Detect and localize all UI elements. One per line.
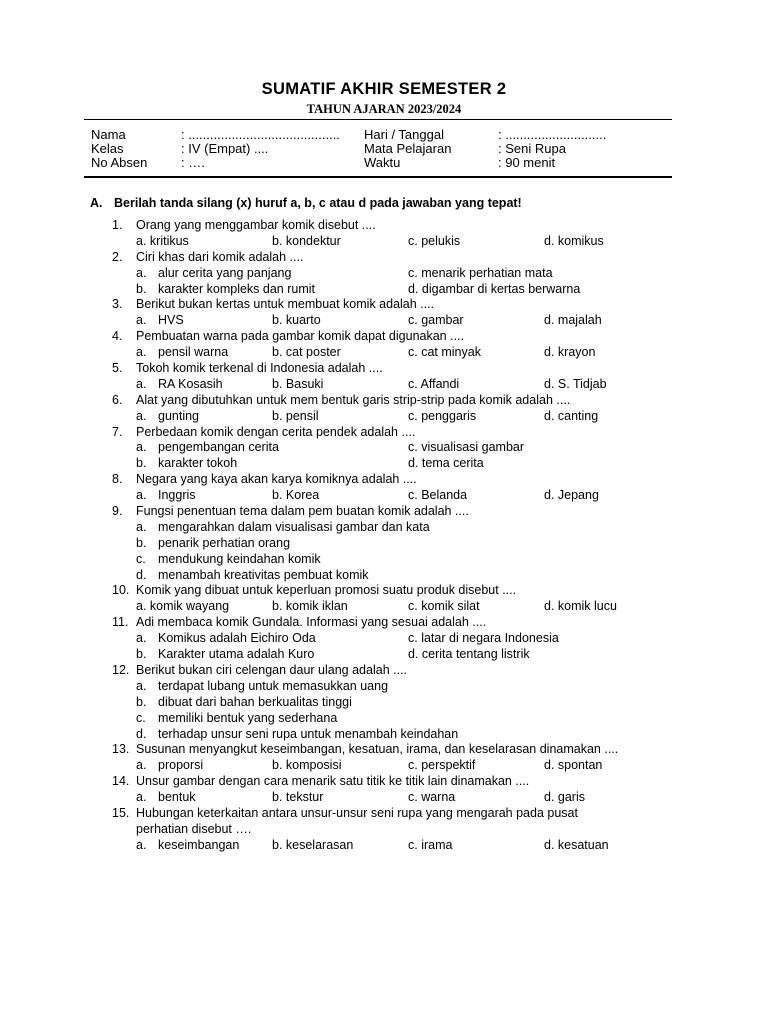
option-text: penarik perhatian orang (158, 535, 291, 550)
section-letter: A. (90, 196, 103, 210)
options-row (0, 599, 768, 615)
question-stem (0, 393, 768, 409)
option-letter: d. (544, 758, 558, 773)
options-row (0, 758, 768, 774)
answer-option (272, 488, 319, 504)
option-letter: a. (136, 631, 147, 646)
option-text: terdapat lubang untuk memasukkan uang (158, 678, 389, 693)
answer-option (136, 695, 352, 711)
answer-option (544, 345, 595, 361)
option-text: majalah (557, 313, 602, 328)
options-row (0, 838, 768, 854)
option-text: gambar (421, 313, 464, 328)
answer-option (136, 266, 291, 282)
question-number: 1. (112, 218, 123, 232)
option-text: menambah kreativitas pembuat komik (158, 567, 369, 582)
option-text: karakter kompleks dan rumit (158, 281, 316, 296)
answer-option (544, 790, 585, 806)
answer-option (136, 631, 316, 647)
question-stem (0, 297, 768, 313)
option-text: menarik perhatian mata (421, 265, 553, 280)
option-letter: d. (136, 567, 147, 582)
options-row (0, 711, 768, 727)
question-stem (0, 329, 768, 345)
option-text: pengembangan cerita (158, 440, 279, 455)
answer-option (408, 790, 455, 806)
no-absen-label: No Absen (91, 155, 148, 170)
question-number: 8. (112, 472, 123, 487)
option-text: komikus (557, 233, 604, 248)
option-letter: b. (136, 647, 147, 662)
question-text: Fungsi penentuan tema dalam pem buatan komik adalah .... (136, 504, 469, 519)
option-letter: b. (272, 376, 286, 391)
option-text: komik lucu (557, 599, 617, 614)
answer-option (544, 377, 607, 393)
option-letter: a. (136, 488, 147, 503)
answer-option (272, 838, 353, 854)
option-text: digambar di kertas berwarna (421, 281, 581, 296)
question-text: Tokoh komik terkenal di Indonesia adalah .... (136, 361, 383, 376)
option-letter: a. (136, 790, 147, 805)
option-text: latar di negara Indonesia (421, 631, 559, 646)
option-text: Affandi (420, 376, 460, 391)
question-text: Unsur gambar dengan cara menarik satu titik ke titik lain dinamakan .... (136, 774, 530, 789)
option-text: pensil warna (158, 345, 229, 360)
kelas-label: Kelas (91, 141, 124, 156)
section-instruction: Berilah tanda silang (x) huruf a, b, c atau d pada jawaban yang tepat! (114, 196, 522, 210)
option-letter: c. (408, 376, 421, 391)
answer-option (272, 313, 321, 329)
option-letter: a. (136, 678, 147, 693)
question-text: Perbedaan komik dengan cerita pendek adalah .... (136, 424, 416, 439)
waktu-field: : 90 menit (498, 155, 556, 170)
question-number: 14. (112, 774, 130, 789)
answer-option (136, 456, 237, 472)
question-text-continued: perhatian disebut …. (136, 821, 252, 836)
nama-field: : .......................................... (181, 127, 340, 142)
answer-option (544, 838, 609, 854)
option-letter: c. (408, 837, 422, 852)
question-stem (0, 583, 768, 599)
answer-option (408, 409, 476, 425)
question-stem (0, 472, 768, 488)
option-letter: a. (136, 519, 147, 534)
answer-option (136, 536, 290, 552)
option-text: spontan (557, 758, 603, 773)
answer-option (136, 282, 315, 298)
answer-option (408, 440, 524, 456)
option-text: Komikus adalah Eichiro Oda (158, 631, 316, 646)
option-text: cat minyak (421, 345, 481, 360)
option-letter: b. (136, 694, 147, 709)
option-letter: b. (136, 456, 147, 471)
options-row (0, 536, 768, 552)
option-letter: d. (544, 376, 558, 391)
answer-option (544, 488, 599, 504)
question-stem (0, 250, 768, 266)
option-text: Karakter utama adalah Kuro (158, 647, 315, 662)
academic-year: TAHUN AJARAN 2023/2024 (306, 102, 462, 116)
answer-option (544, 234, 604, 250)
question-number: 13. (112, 742, 130, 757)
answer-option (408, 234, 460, 250)
answer-option (408, 631, 559, 647)
question-number: 9. (112, 504, 123, 519)
options-row (0, 266, 768, 282)
option-text: RA Kosasih (158, 376, 223, 391)
option-text: alur cerita yang panjang (158, 265, 292, 280)
question-stem (0, 774, 768, 790)
answer-option (136, 520, 430, 536)
option-text: kritikus (149, 233, 189, 248)
option-text: irama (421, 837, 453, 852)
question-number: 11. (112, 615, 129, 630)
answer-option (136, 234, 189, 250)
answer-option (136, 727, 458, 743)
option-text: cerita tentang listrik (421, 647, 530, 662)
answer-option (136, 568, 369, 584)
options-row (0, 313, 768, 329)
answer-option (272, 599, 348, 615)
option-text: penggaris (421, 408, 477, 423)
question-number: 3. (112, 297, 123, 312)
answer-option (408, 758, 475, 774)
options-row (0, 409, 768, 425)
option-letter: c. (408, 265, 422, 280)
option-letter: d. (544, 313, 558, 328)
option-text: krayon (557, 345, 596, 360)
option-text: proporsi (158, 758, 204, 773)
option-letter: b. (272, 599, 286, 614)
question-list (0, 218, 768, 854)
answer-option (408, 377, 459, 393)
option-text: kesatuan (557, 837, 609, 852)
options-row (0, 790, 768, 806)
answer-option (408, 488, 467, 504)
option-letter: b. (272, 408, 286, 423)
options-row (0, 488, 768, 504)
answer-option (272, 377, 323, 393)
options-row (0, 377, 768, 393)
question-text: Berikut bukan kertas untuk membuat komik adalah .... (136, 297, 435, 312)
question-number: 5. (112, 361, 123, 376)
option-text: keseimbangan (158, 837, 240, 852)
answer-option (136, 758, 203, 774)
option-text: komik wayang (149, 599, 230, 614)
answer-option (272, 234, 341, 250)
option-letter: b. (272, 837, 286, 852)
answer-option (408, 647, 530, 663)
options-row (0, 345, 768, 361)
option-letter: c. (408, 758, 422, 773)
option-letter: c. (408, 790, 422, 805)
header-bottom-rule (84, 176, 672, 178)
answer-option (136, 440, 279, 456)
question-number: 7. (112, 424, 123, 439)
option-letter: d. (544, 837, 558, 852)
question-number: 2. (112, 249, 123, 264)
question-number: 6. (112, 392, 123, 407)
options-row (0, 520, 768, 536)
option-text: HVS (158, 313, 184, 328)
option-letter: d. (408, 456, 422, 471)
option-letter: b. (272, 233, 286, 248)
option-text: mengarahkan dalam visualisasi gambar dan kata (158, 519, 430, 534)
option-letter: c. (408, 440, 422, 455)
options-row (0, 679, 768, 695)
answer-option (136, 377, 223, 393)
option-text: tema cerita (421, 456, 484, 471)
question-text: Susunan menyangkut keseimbangan, kesatuan, irama, dan keselarasan dinamakan .... (136, 742, 619, 757)
options-row (0, 440, 768, 456)
answer-option (408, 456, 484, 472)
options-row (0, 456, 768, 472)
answer-option (408, 313, 464, 329)
option-text: kondektur (285, 233, 341, 248)
option-text: Inggris (158, 488, 196, 503)
question-text: Pembuatan warna pada gambar komik dapat digunakan .... (136, 329, 464, 344)
option-text: tekstur (285, 790, 324, 805)
no-absen-field: : …. (181, 155, 205, 170)
option-text: dibuat dari bahan berkualitas tinggi (158, 694, 352, 709)
answer-option (544, 409, 598, 425)
option-text: memiliki bentuk yang sederhana (158, 710, 338, 725)
option-letter: b. (272, 313, 286, 328)
option-text: mendukung keindahan komik (158, 551, 321, 566)
option-letter: a. (136, 233, 150, 248)
answer-option (408, 599, 480, 615)
option-letter: d. (544, 790, 558, 805)
option-letter: b. (136, 281, 147, 296)
options-row (0, 695, 768, 711)
option-text: Belanda (421, 488, 468, 503)
answer-option (408, 266, 553, 282)
answer-option (136, 599, 229, 615)
answer-option (544, 313, 602, 329)
option-text: Basuki (285, 376, 324, 391)
answer-option (136, 838, 239, 854)
option-letter: d. (544, 233, 558, 248)
question-text: Komik yang dibuat untuk keperluan promosi suatu produk disebut .... (136, 583, 517, 598)
option-text: kuarto (285, 313, 321, 328)
option-letter: a. (136, 408, 147, 423)
option-text: komposisi (285, 758, 342, 773)
option-letter: a. (136, 313, 147, 328)
option-letter: b. (272, 758, 286, 773)
option-letter: c. (136, 710, 146, 725)
option-letter: a. (136, 345, 147, 360)
option-letter: d. (544, 408, 558, 423)
question-stem (0, 663, 768, 679)
answer-option (136, 790, 196, 806)
question-stem (0, 218, 768, 234)
answer-option (272, 790, 323, 806)
option-letter: d. (544, 599, 558, 614)
mata-pelajaran-label: Mata Pelajaran (364, 141, 452, 156)
question-number: 12. (112, 662, 130, 677)
option-letter: c. (136, 551, 146, 566)
answer-option (272, 409, 319, 425)
answer-option (408, 345, 481, 361)
answer-option (136, 679, 388, 695)
answer-option (544, 758, 602, 774)
question-row (0, 822, 768, 838)
answer-option (272, 758, 341, 774)
option-letter: c. (408, 233, 422, 248)
option-text: perspektif (421, 758, 476, 773)
answer-option (136, 409, 199, 425)
answer-option (408, 282, 580, 298)
option-letter: c. (408, 408, 422, 423)
option-letter: a. (136, 265, 147, 280)
option-text: gunting (158, 408, 200, 423)
question-text: Hubungan keterkaitan antara unsur-unsur seni rupa yang mengarah pada pusat (136, 805, 578, 820)
answer-option (136, 552, 321, 568)
exam-title: SUMATIF AKHIR SEMESTER 2 (261, 80, 507, 98)
question-text: Ciri khas dari komik adalah .... (136, 249, 304, 264)
options-row (0, 552, 768, 568)
question-stem (0, 504, 768, 520)
option-letter: b. (272, 488, 286, 503)
question-stem (0, 425, 768, 441)
answer-option (136, 488, 196, 504)
option-text: visualisasi gambar (421, 440, 525, 455)
option-letter: d. (408, 647, 422, 662)
hari-tanggal-field: : ............................ (498, 127, 607, 142)
option-text: garis (557, 790, 585, 805)
question-number: 10. (112, 583, 130, 598)
option-text: cat poster (285, 345, 341, 360)
answer-option (544, 599, 617, 615)
option-letter: c. (408, 599, 422, 614)
options-row (0, 727, 768, 743)
option-text: terhadap unsur seni rupa untuk menambah keindahan (158, 726, 459, 741)
option-text: komik silat (421, 599, 480, 614)
option-letter: a. (136, 440, 147, 455)
answer-option (136, 313, 184, 329)
option-text: warna (421, 790, 456, 805)
mata-pelajaran-field: : Seni Rupa (498, 141, 566, 156)
option-letter: b. (272, 345, 286, 360)
option-text: S. Tidjab (557, 376, 607, 391)
question-text: Orang yang menggambar komik disebut .... (136, 218, 376, 232)
option-text: canting (557, 408, 599, 423)
header-top-rule (84, 119, 672, 120)
options-row (0, 631, 768, 647)
question-text: Berikut bukan ciri celengan daur ulang adalah .... (136, 662, 408, 677)
option-letter: b. (272, 790, 286, 805)
question-text: Alat yang dibutuhkan untuk mem bentuk garis strip-strip pada komik adalah .... (136, 392, 571, 407)
question-stem (0, 615, 768, 631)
question-stem (0, 806, 768, 822)
options-row (0, 282, 768, 298)
option-letter: c. (408, 631, 422, 646)
option-letter: b. (136, 535, 147, 550)
option-letter: a. (136, 376, 147, 391)
option-letter: a. (136, 758, 147, 773)
question-number: 15. (112, 805, 130, 820)
option-letter: d. (544, 488, 558, 503)
kelas-field: : IV (Empat) .... (181, 141, 269, 156)
option-letter: d. (544, 345, 558, 360)
question-number: 4. (112, 329, 123, 344)
waktu-label: Waktu (364, 155, 401, 170)
option-text: pelukis (421, 233, 461, 248)
options-row (0, 647, 768, 663)
question-text: Adi membaca komik Gundala. Informasi yang sesuai adalah .... (136, 615, 487, 630)
nama-label: Nama (91, 127, 126, 142)
answer-option (136, 345, 228, 361)
option-text: Jepang (557, 488, 599, 503)
question-text: Negara yang kaya akan karya komiknya adalah .... (136, 472, 417, 487)
option-text: pensil (285, 408, 319, 423)
question-stem (0, 361, 768, 377)
option-text: bentuk (158, 790, 196, 805)
option-letter: c. (408, 313, 422, 328)
option-text: Korea (285, 488, 320, 503)
option-letter: a. (136, 837, 147, 852)
option-letter: d. (136, 726, 147, 741)
option-letter: a. (136, 599, 150, 614)
question-stem (0, 742, 768, 758)
hari-tanggal-label: Hari / Tanggal (364, 127, 444, 142)
answer-option (136, 647, 314, 663)
answer-option (136, 711, 337, 727)
option-letter: d. (408, 281, 422, 296)
answer-option (408, 838, 452, 854)
option-letter: c. (408, 488, 422, 503)
options-row (0, 568, 768, 584)
option-letter: c. (408, 345, 422, 360)
answer-option (272, 345, 341, 361)
option-text: keselarasan (285, 837, 354, 852)
options-row (0, 234, 768, 250)
option-text: komik iklan (285, 599, 348, 614)
option-text: karakter tokoh (158, 456, 238, 471)
